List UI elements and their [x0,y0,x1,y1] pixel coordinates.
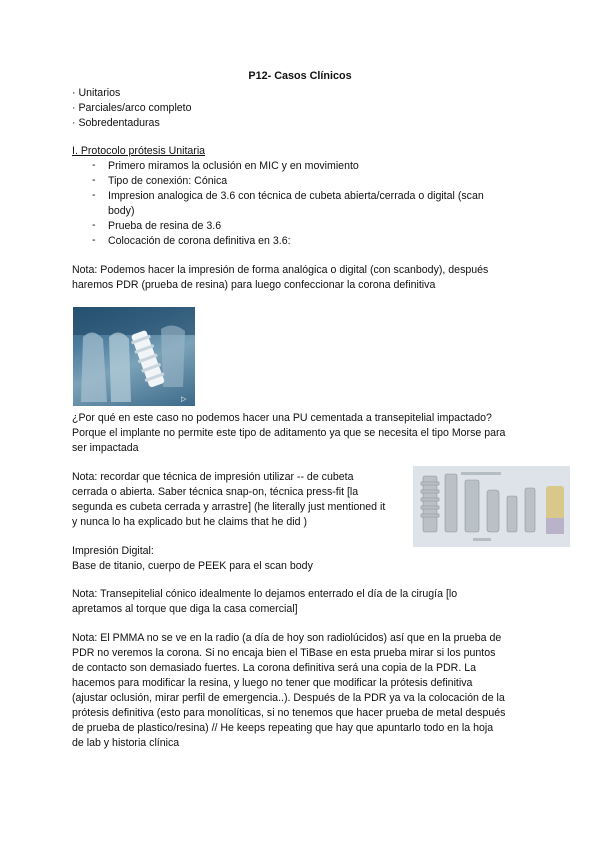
protocol-step-cont: body) [108,205,135,217]
list-dash: - [92,219,96,231]
page-title: P12- Casos Clínicos [248,70,352,82]
note-line: hacemos para modificar la resina, y luego no tener que modificar la prótesis definitiva [72,677,473,689]
digital-line: Impresión Digital: [72,545,154,557]
protocol-step: Tipo de conexión: Cónica [108,175,228,187]
note-line: Nota: Podemos hacer la impresión de forma analógica o digital (con scanbody), después [72,264,489,276]
components-graphic [413,466,570,547]
protocol-step: Colocación de corona definitiva en 3.6: [108,235,291,247]
intro-item: · Sobredentaduras [72,117,160,129]
protocol-step: Prueba de resina de 3.6 [108,220,222,232]
note-line: segunda es cubeta cerrada y arrastre] (he literally just mentioned it [72,501,386,513]
intro-item: · Parciales/arco completo [72,102,192,114]
note-line: Nota: recordar que técnica de impresión utilizar -- de cubeta [72,471,354,483]
note-line: Nota: El PMMA no se ve en la radio (a día de hoy son radiolúcidos) así que en la prueba de [72,632,502,644]
note-line: Nota: Transepitelial cónico idealmente lo dejamos enterrado el día de la cirugía [lo [72,588,458,600]
note-line: haremos PDR (prueba de resina) para luego confeccionar la corona definitiva [72,279,436,291]
section-heading: I. Protocolo prótesis Unitaria [72,145,206,157]
protocol-step: Impresion analogica de 3.6 con técnica de cubeta abierta/cerrada o digital (scan [108,190,484,202]
list-dash: - [92,174,96,186]
question-line: Porque el implante no permite este tipo de aditamento ya que se necesita el tipo Morse para [72,427,506,439]
note-line: de contacto son demasiado fuertes. La corona definitiva será una copia de la PDR. La [72,662,476,674]
digital-line: Base de titanio, cuerpo de PEEK para el scan body [72,560,313,572]
note-line: PDR no veremos la corona. Si no encaja bien el TiBase en esta prueba mirar si los puntos [72,647,496,659]
list-dash: - [92,189,96,201]
protocol-step: Primero miramos la oclusión en MIC y en movimiento [108,160,359,172]
question-line: ¿Por qué en este caso no podemos hacer una PU cementada a transepitelial impactado? [72,412,492,424]
xray-image [73,307,195,406]
implant-components-image [413,466,570,547]
question-line: ser impactada [72,442,139,454]
note-line: (ajustar oclusión, mirar perfil de emergencia..). Después de la PDR ya va la colocación de la [72,692,505,704]
note-line: de lab y historia clínica [72,737,180,749]
xray-graphic [73,307,195,406]
svg-text:▷: ▷ [181,395,187,403]
note-line: de prueba de plastico/resina) // He keeps repeating que hay que apuntarlo todo en la hoja [72,722,494,734]
note-line: apretamos al torque que diga la casa comercial] [72,603,298,615]
list-dash: - [92,159,96,171]
note-line: prótesis definitiva (esto para monolíticas, si no tenemos que hacer prueba de metal después [72,707,506,719]
note-line: cerrada o abierta. Saber técnica snap-on, técnica press-fit [la [72,486,359,498]
list-dash: - [92,234,96,246]
note-line: y nunca lo ha explicado but he claims that he did ) [72,516,307,528]
intro-item: · Unitarios [72,87,121,99]
